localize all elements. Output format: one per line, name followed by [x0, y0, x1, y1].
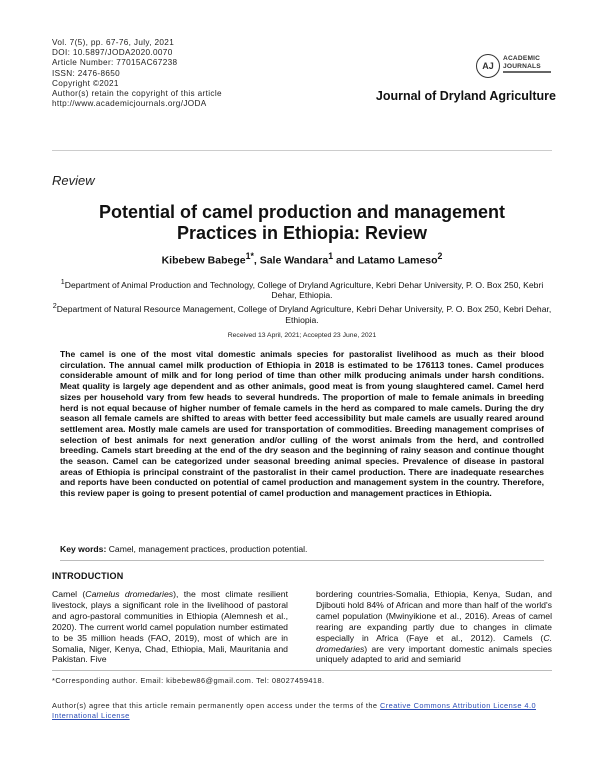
- header-divider: [52, 150, 552, 151]
- author-separator: and: [333, 254, 358, 267]
- logo-text: ACADEMIC JOURNALS: [503, 55, 541, 70]
- species-name: C. dromedaries: [316, 632, 552, 654]
- author-separator: ,: [253, 254, 260, 267]
- meta-rights: Author(s) retain the copyright of this article: [52, 89, 222, 99]
- meta-volume: Vol. 7(5), pp. 67-76, July, 2021: [52, 38, 175, 47]
- author-sup: 1: [328, 251, 334, 261]
- affiliation-2: $^2$Department of Natural Resource Management, College of Dryland Agriculture, Kebri Dehar University, P. O. Box 250, Kebri Dehar, Ethiopia.: [52, 302, 552, 325]
- intro-column-right: bordering countries-Somalia, Ethiopia, Kenya, Sudan, and Djibouti hold 84% of African and more than half of the world's camel population (Mwinyikione et al., 2016). Areas of camel rearing are expanding partly due to changes in climate especially in Africa (Faye et al., 2012). Camels (C. dromedaries) are very important domestic animals species uniquely adapted to arid and semiarid: [316, 589, 552, 665]
- logo-initials: AJ: [476, 54, 500, 78]
- author-sup: 2: [437, 251, 443, 261]
- meta-doi: DOI: 10.5897/JODA2020.0070: [52, 48, 173, 58]
- author-name: Kibebew Babege: [161, 254, 246, 267]
- received-accepted-dates: Received 13 April, 2021; Accepted 23 June, 2021: [227, 332, 377, 339]
- abstract: The camel is one of the most vital domestic animals species for pastoralist livelihood as much as their blood circulation. The annual camel milk production of Ethiopia in 2018 is estimated to be 176113 tones. Camel produces considerable amount of milk and for long period of time than other milk producing animals under harsh conditions. Meat quality is largely age dependent and as other animals, good meat is from young slaughtered camel. Camel herd sizes per household vary from few heads to several hundreds. The proportion of male to female animals in breeding herd is not equal because of higher number of female camels in the herd as compared to male camels. During the dry season all female camels are shifted to areas with better feed accessibility but male camels are usually reared around settlement area. Mostly male camels are used for transportation of commodities. Breeding management comprises of selection of best animals for next generation and/or culling of the worst animals from the herd, and controlled breeding. Camels start breeding at the end of the dry season and the beginning of rainy season and continue thought the season. Camel can be categorized under seasonal breeding animal species. Prevalence of disease in pastoral areas of Ethiopia is principal constraint of the pastoralist in their camel production. There are inadequate researches and reports have been conducted on potential of camel production and management system in the country. Therefore, this review paper is going to present potential of camel production and management practices in Ethiopia.: [60, 349, 544, 499]
- intro-column-left: Camel (Camelus dromedaries), the most climate resilient livestock, plays a significant role in the livelihood of pastoral and agro-pastoral communities in Ethiopia (Alemnesh et al., 2020). The current world camel population number estimated to be 35 million heads (FAO, 2019), most of which are in Somalia, Niger, Kenya, Chad, Ethiopia, Mali, Mauritania and Pakistan. Five: [52, 589, 288, 665]
- footer-divider: [52, 670, 552, 671]
- introduction-heading: INTRODUCTION: [52, 571, 124, 581]
- article-title: Potential of camel production and management Practices in Ethiopia: Review: [98, 202, 506, 243]
- article-meta: [52, 38, 222, 109]
- affiliations: [52, 277, 552, 325]
- author-name: Latamo Lameso: [357, 254, 438, 267]
- license-notice: Author(s) agree that this article remain permanently open access under the terms of the Creative Commons Attribution License 4.0 International License: [52, 701, 537, 720]
- corresponding-author: *Corresponding author. Email: kibebew86@gmail.com. Tel: 08027459418.: [52, 676, 325, 685]
- affiliation-1: $^1$Department of Animal Production and Technology, College of Dryland Agriculture, Kebri Dehar University, P. O. Box 250, Kebri Dehar, Ethiopia.: [60, 278, 544, 301]
- publisher-logo: [476, 52, 558, 82]
- keywords: [60, 544, 544, 554]
- meta-issn: ISSN: 2476-8650: [52, 68, 121, 78]
- logo-tagline-bar: [503, 71, 551, 73]
- meta-copyright: Copyright ©2021: [52, 78, 119, 88]
- meta-article-number: Article Number: 77015AC67238: [52, 58, 178, 68]
- author-sup: 1*: [245, 251, 254, 261]
- journal-name: Journal of Dryland Agriculture: [375, 89, 556, 103]
- author-list: [52, 251, 552, 267]
- meta-url[interactable]: http://www.academicjournals.org/JODA: [52, 99, 207, 109]
- keywords-list: Camel, management practices, production potential.: [106, 544, 308, 554]
- species-name: Camelus dromedaries: [85, 589, 174, 599]
- author-name: Sale Wandara: [259, 254, 329, 267]
- license-link[interactable]: Creative Commons Attribution License 4.0 International License: [52, 701, 537, 720]
- keywords-label: Key words:: [60, 544, 107, 554]
- keywords-divider: [60, 560, 544, 561]
- section-label: Review: [52, 173, 95, 188]
